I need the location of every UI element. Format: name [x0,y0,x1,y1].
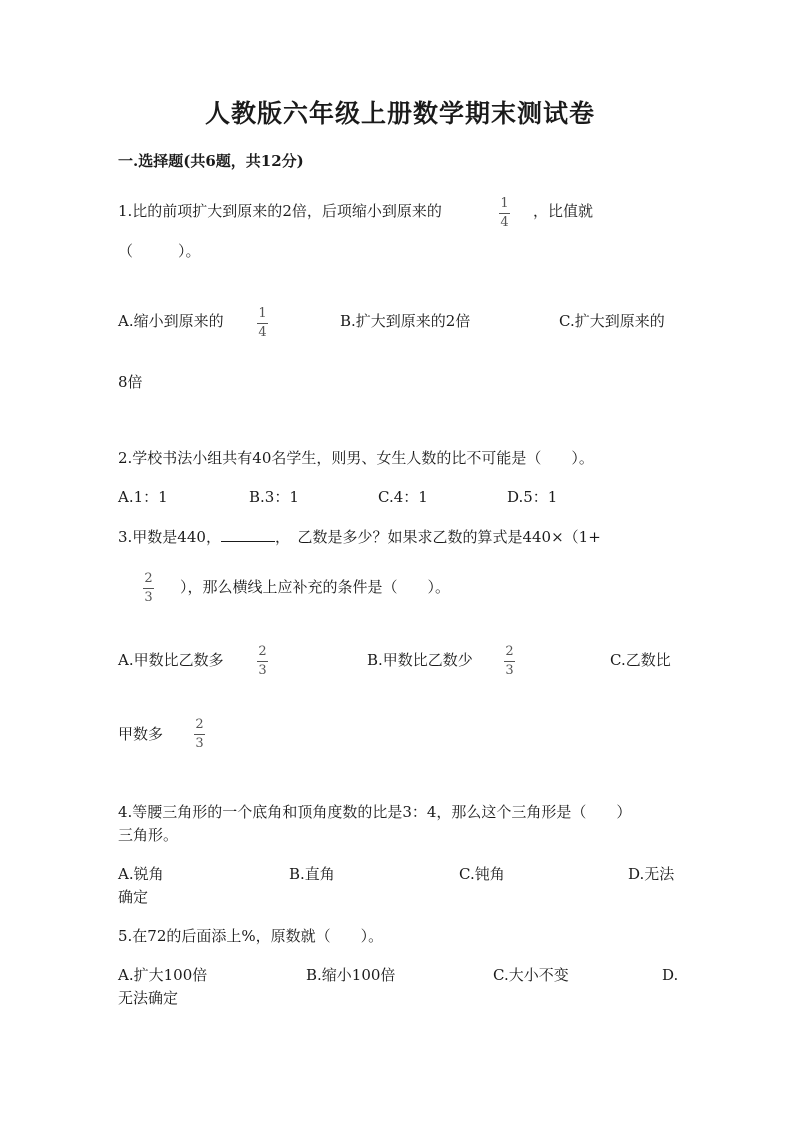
fraction-numerator: 1 [500,196,509,211]
q3-stem-line2: ），那么横线上应补充的条件是（ ）。 [180,578,451,596]
q1-option-a: A.缩小到原来的 [118,312,224,330]
q3-option-b: B.甲数比乙数少 [367,651,473,669]
q4-option-c: C.钝角 [459,865,505,883]
fraction-denominator: 3 [195,736,204,751]
q1-option-c-continued: 8倍 [118,373,143,391]
q2-option-a: A.1：1 [118,488,168,506]
fraction-denominator: 3 [144,590,153,605]
q2-option-b: B.3：1 [249,488,299,506]
q3-stem-line1 [118,527,601,547]
q5-option-d-continued: 无法确定 [118,989,179,1007]
q5-stem: 5.在72的后面添上%，原数就（ ）。 [118,927,384,945]
fraction-bar [257,323,268,324]
section-heading: 一.选择题(共6题，共12分) [118,152,304,170]
q4-option-b: B.直角 [289,865,335,883]
q3-fill-blank [221,527,275,542]
q3-option-c-fraction [194,718,205,751]
q3-stem-part1: 3.甲数是440， [118,528,221,546]
fraction-numerator: 2 [195,717,204,732]
q5-option-a: A.扩大100倍 [118,966,208,984]
q2-option-d: D.5：1 [507,488,558,506]
q4-option-d-continued: 确定 [118,888,149,906]
fraction-denominator: 4 [500,215,509,230]
q1-stem-fraction [499,197,510,230]
fraction-denominator: 4 [258,325,267,340]
q4-option-d: D.无法 [628,865,675,883]
fraction-numerator: 1 [258,306,267,321]
fraction-numerator: 2 [144,571,153,586]
page-title: 人教版六年级上册数学期末测试卷 [204,99,595,128]
fraction-bar [143,588,154,589]
q5-option-b: B.缩小100倍 [306,966,396,984]
q4-stem-line1: 4.等腰三角形的一个底角和顶角度数的比是3：4，那么这个三角形是（ ） [118,803,632,821]
q5-option-d: D. [662,966,679,984]
fraction-bar [504,661,515,662]
q3-stem-fraction [143,572,154,605]
q3-option-a: A.甲数比乙数多 [118,651,224,669]
fraction-denominator: 3 [505,663,514,678]
fraction-bar [499,213,510,214]
q1-stem-line1: 1.比的前项扩大到原来的2倍，后项缩小到原来的 [118,202,442,220]
fraction-bar [194,734,205,735]
fraction-bar [257,661,268,662]
q4-stem-line2: 三角形。 [118,826,179,844]
fraction-numerator: 2 [505,644,514,659]
q1-stem-line1-tail: ，比值就 [533,202,594,220]
q4-option-a: A.锐角 [118,865,164,883]
q2-stem: 2.学校书法小组共有40名学生，则男、女生人数的比不可能是（ ）。 [118,449,594,467]
fraction-denominator: 3 [258,663,267,678]
q1-stem-line2: （ ）。 [118,242,201,260]
q1-option-c: C.扩大到原来的 [559,312,665,330]
q1-option-a-fraction [257,307,268,340]
q3-option-c-continued: 甲数多 [118,725,164,743]
q5-option-c: C.大小不变 [493,966,569,984]
q3-option-b-fraction [504,645,515,678]
fraction-numerator: 2 [258,644,267,659]
q3-option-a-fraction [257,645,268,678]
q3-option-c: C.乙数比 [610,651,671,669]
q1-option-b: B.扩大到原来的2倍 [340,312,471,330]
q2-option-c: C.4：1 [378,488,428,506]
q3-stem-part2: ， 乙数是多少？如果求乙数的算式是440×（1+ [274,528,601,546]
